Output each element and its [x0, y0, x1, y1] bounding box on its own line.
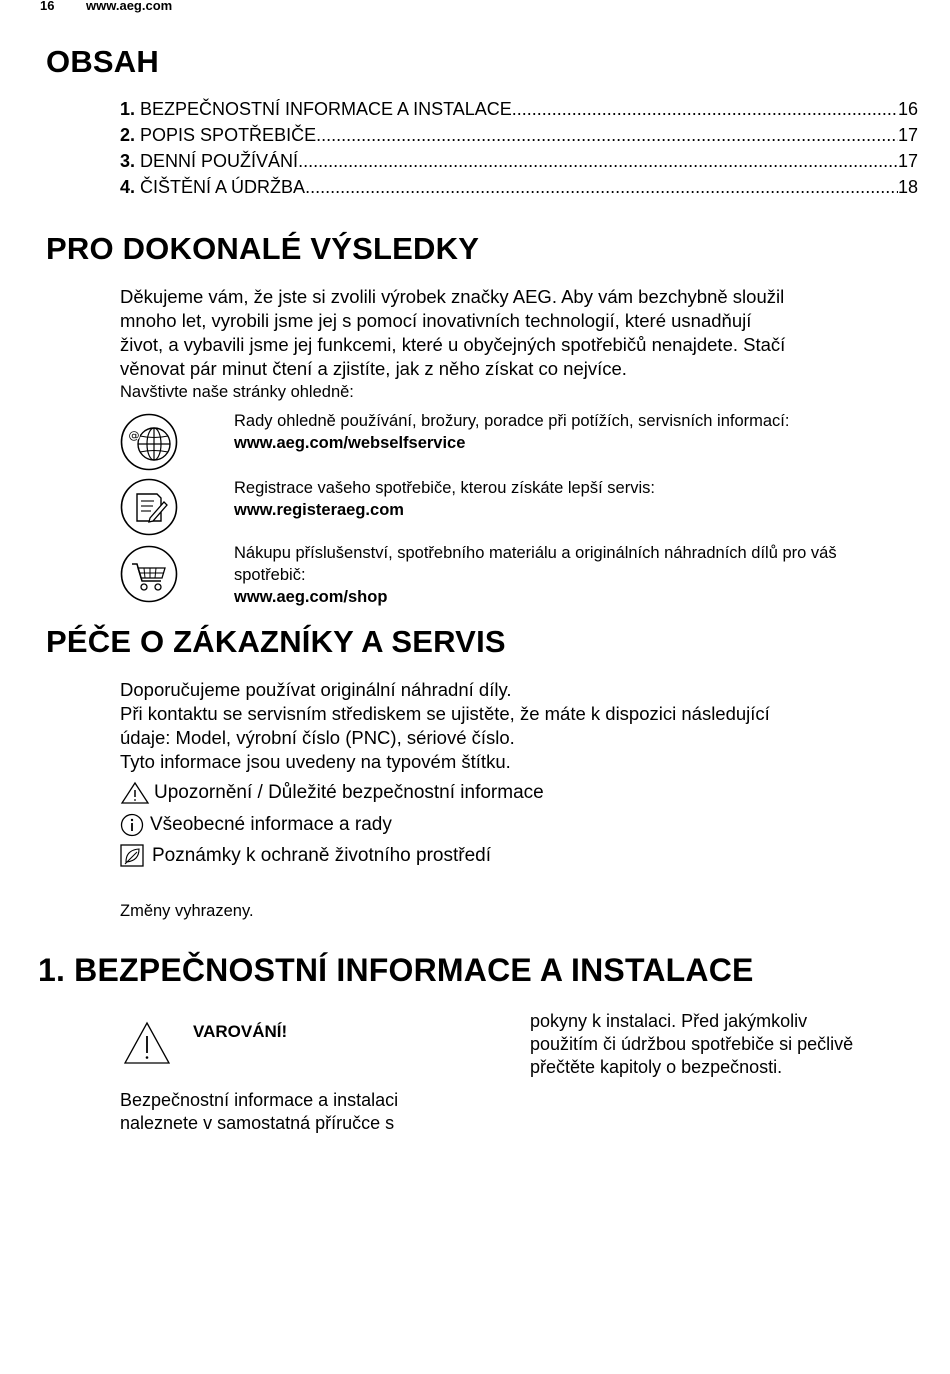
toc-item[interactable]: [120, 96, 918, 122]
safety-line: přečtěte kapitoly o bezpečnosti.: [530, 1057, 783, 1077]
service-line: Při kontaktu se servisním střediskem se ujistěte, že máte k dispozici následující: [120, 703, 770, 724]
toc-item-label: ČIŠTĚNÍ A ÚDRŽBA: [140, 177, 306, 197]
safety-left-column: [120, 1089, 398, 1135]
link-block: [234, 477, 914, 521]
link-block: [234, 410, 914, 454]
table-of-contents: [120, 96, 918, 200]
registeraeg-link[interactable]: www.registeraeg.com: [234, 501, 404, 519]
svg-text:@: @: [128, 429, 140, 442]
warning-icon: [122, 1020, 172, 1066]
toc-leader: [316, 122, 898, 148]
info-legend: [120, 812, 392, 838]
toc-item-label: POPIS SPOTŘEBIČE: [140, 125, 317, 145]
info-icon: [120, 813, 146, 837]
service-title: PÉČE O ZÁKAZNÍKY A SERVIS: [46, 624, 506, 659]
warning-triangle-icon: [120, 781, 150, 805]
toc-item-page: 17: [897, 125, 918, 145]
toc-item[interactable]: [120, 148, 918, 174]
header-site: www.aeg.com: [86, 0, 173, 13]
toc-item-label: DENNÍ POUŽÍVÁNÍ: [140, 151, 299, 171]
service-line: Tyto informace jsou uvedeny na typovém štítku.: [120, 751, 511, 772]
environment-legend-text: Poznámky k ochraně životního prostředí: [152, 845, 492, 866]
shopping-cart-icon: [120, 545, 178, 603]
service-line: údaje: Model, výrobní číslo (PNC), sériové číslo.: [120, 727, 515, 748]
intro-line: mnoho let, vyrobili jsme jej s pomocí inovativních technologií, které usnadňují: [120, 310, 752, 331]
toc-item[interactable]: [120, 174, 918, 200]
warning-label: VAROVÁNÍ!: [193, 1022, 288, 1041]
safety-line: naleznete v samostatná příručce s: [120, 1113, 395, 1133]
globe-at-icon: [120, 413, 178, 471]
intro-line: Děkujeme vám, že jste si zvolili výrobek značky AEG. Aby vám bezchybně sloužil: [120, 286, 785, 307]
results-title: PRO DOKONALÉ VÝSLEDKY: [46, 231, 480, 266]
toc-leader: [298, 148, 898, 174]
link-description: Nákupu příslušenství, spotřebního materiálu a originálních náhradních dílů pro váš spotřebič:: [234, 544, 837, 584]
changes-note: Změny vyhrazeny.: [120, 902, 254, 920]
warning-legend-text: Upozornění / Důležité bezpečnostní informace: [154, 782, 544, 803]
leaf-icon: [120, 844, 148, 868]
registration-form-icon: [120, 478, 178, 536]
toc-item-number: 3.: [120, 151, 136, 171]
toc-title: OBSAH: [46, 44, 159, 79]
link-description: Registrace vašeho spotřebiče, kterou získáte lepší servis:: [234, 479, 655, 497]
visit-label: Navštivte naše stránky ohledně:: [120, 383, 354, 401]
link-description: Rady ohledně používání, brožury, poradce při potížích, servisních informací:: [234, 412, 790, 430]
page-number: 16: [40, 0, 55, 13]
toc-item-number: 2.: [120, 125, 136, 145]
toc-item-number: 1.: [120, 99, 136, 119]
intro-line: život, a vybavili jsme jej funkcemi, které u obyčejných spotřebičů nenajdete. Stačí: [120, 334, 786, 355]
toc-item-page: 17: [897, 151, 918, 171]
safety-line: Bezpečnostní informace a instalaci: [120, 1090, 399, 1110]
toc-item-page: 18: [897, 177, 918, 197]
service-line: Doporučujeme používat originální náhradní díly.: [120, 679, 512, 700]
safety-line: pokyny k instalaci. Před jakýmkoliv: [530, 1011, 808, 1031]
info-legend-text: Všeobecné informace a rady: [150, 814, 392, 835]
link-block: [234, 542, 910, 608]
warning-legend: [120, 780, 544, 806]
toc-item-page: 16: [897, 99, 918, 119]
environment-legend: [120, 843, 491, 869]
safety-right-column: [530, 1010, 853, 1079]
toc-item-label: BEZPEČNOSTNÍ INFORMACE A INSTALACE: [140, 99, 512, 119]
toc-leader: [305, 174, 898, 200]
toc-leader: [512, 96, 898, 122]
webselfservice-link[interactable]: www.aeg.com/webselfservice: [234, 434, 466, 452]
results-intro: [120, 285, 785, 381]
shop-link[interactable]: www.aeg.com/shop: [234, 588, 388, 606]
safety-title: 1. BEZPEČNOSTNÍ INFORMACE A INSTALACE: [38, 952, 754, 988]
safety-line: použitím či údržbou spotřebiče si pečlivě: [530, 1034, 854, 1054]
service-text: [120, 678, 770, 774]
toc-item-number: 4.: [120, 177, 136, 197]
intro-line: věnovat pár minut čtení a zjistíte, jak z něho získat co nejvíce.: [120, 358, 627, 379]
toc-item[interactable]: [120, 122, 918, 148]
